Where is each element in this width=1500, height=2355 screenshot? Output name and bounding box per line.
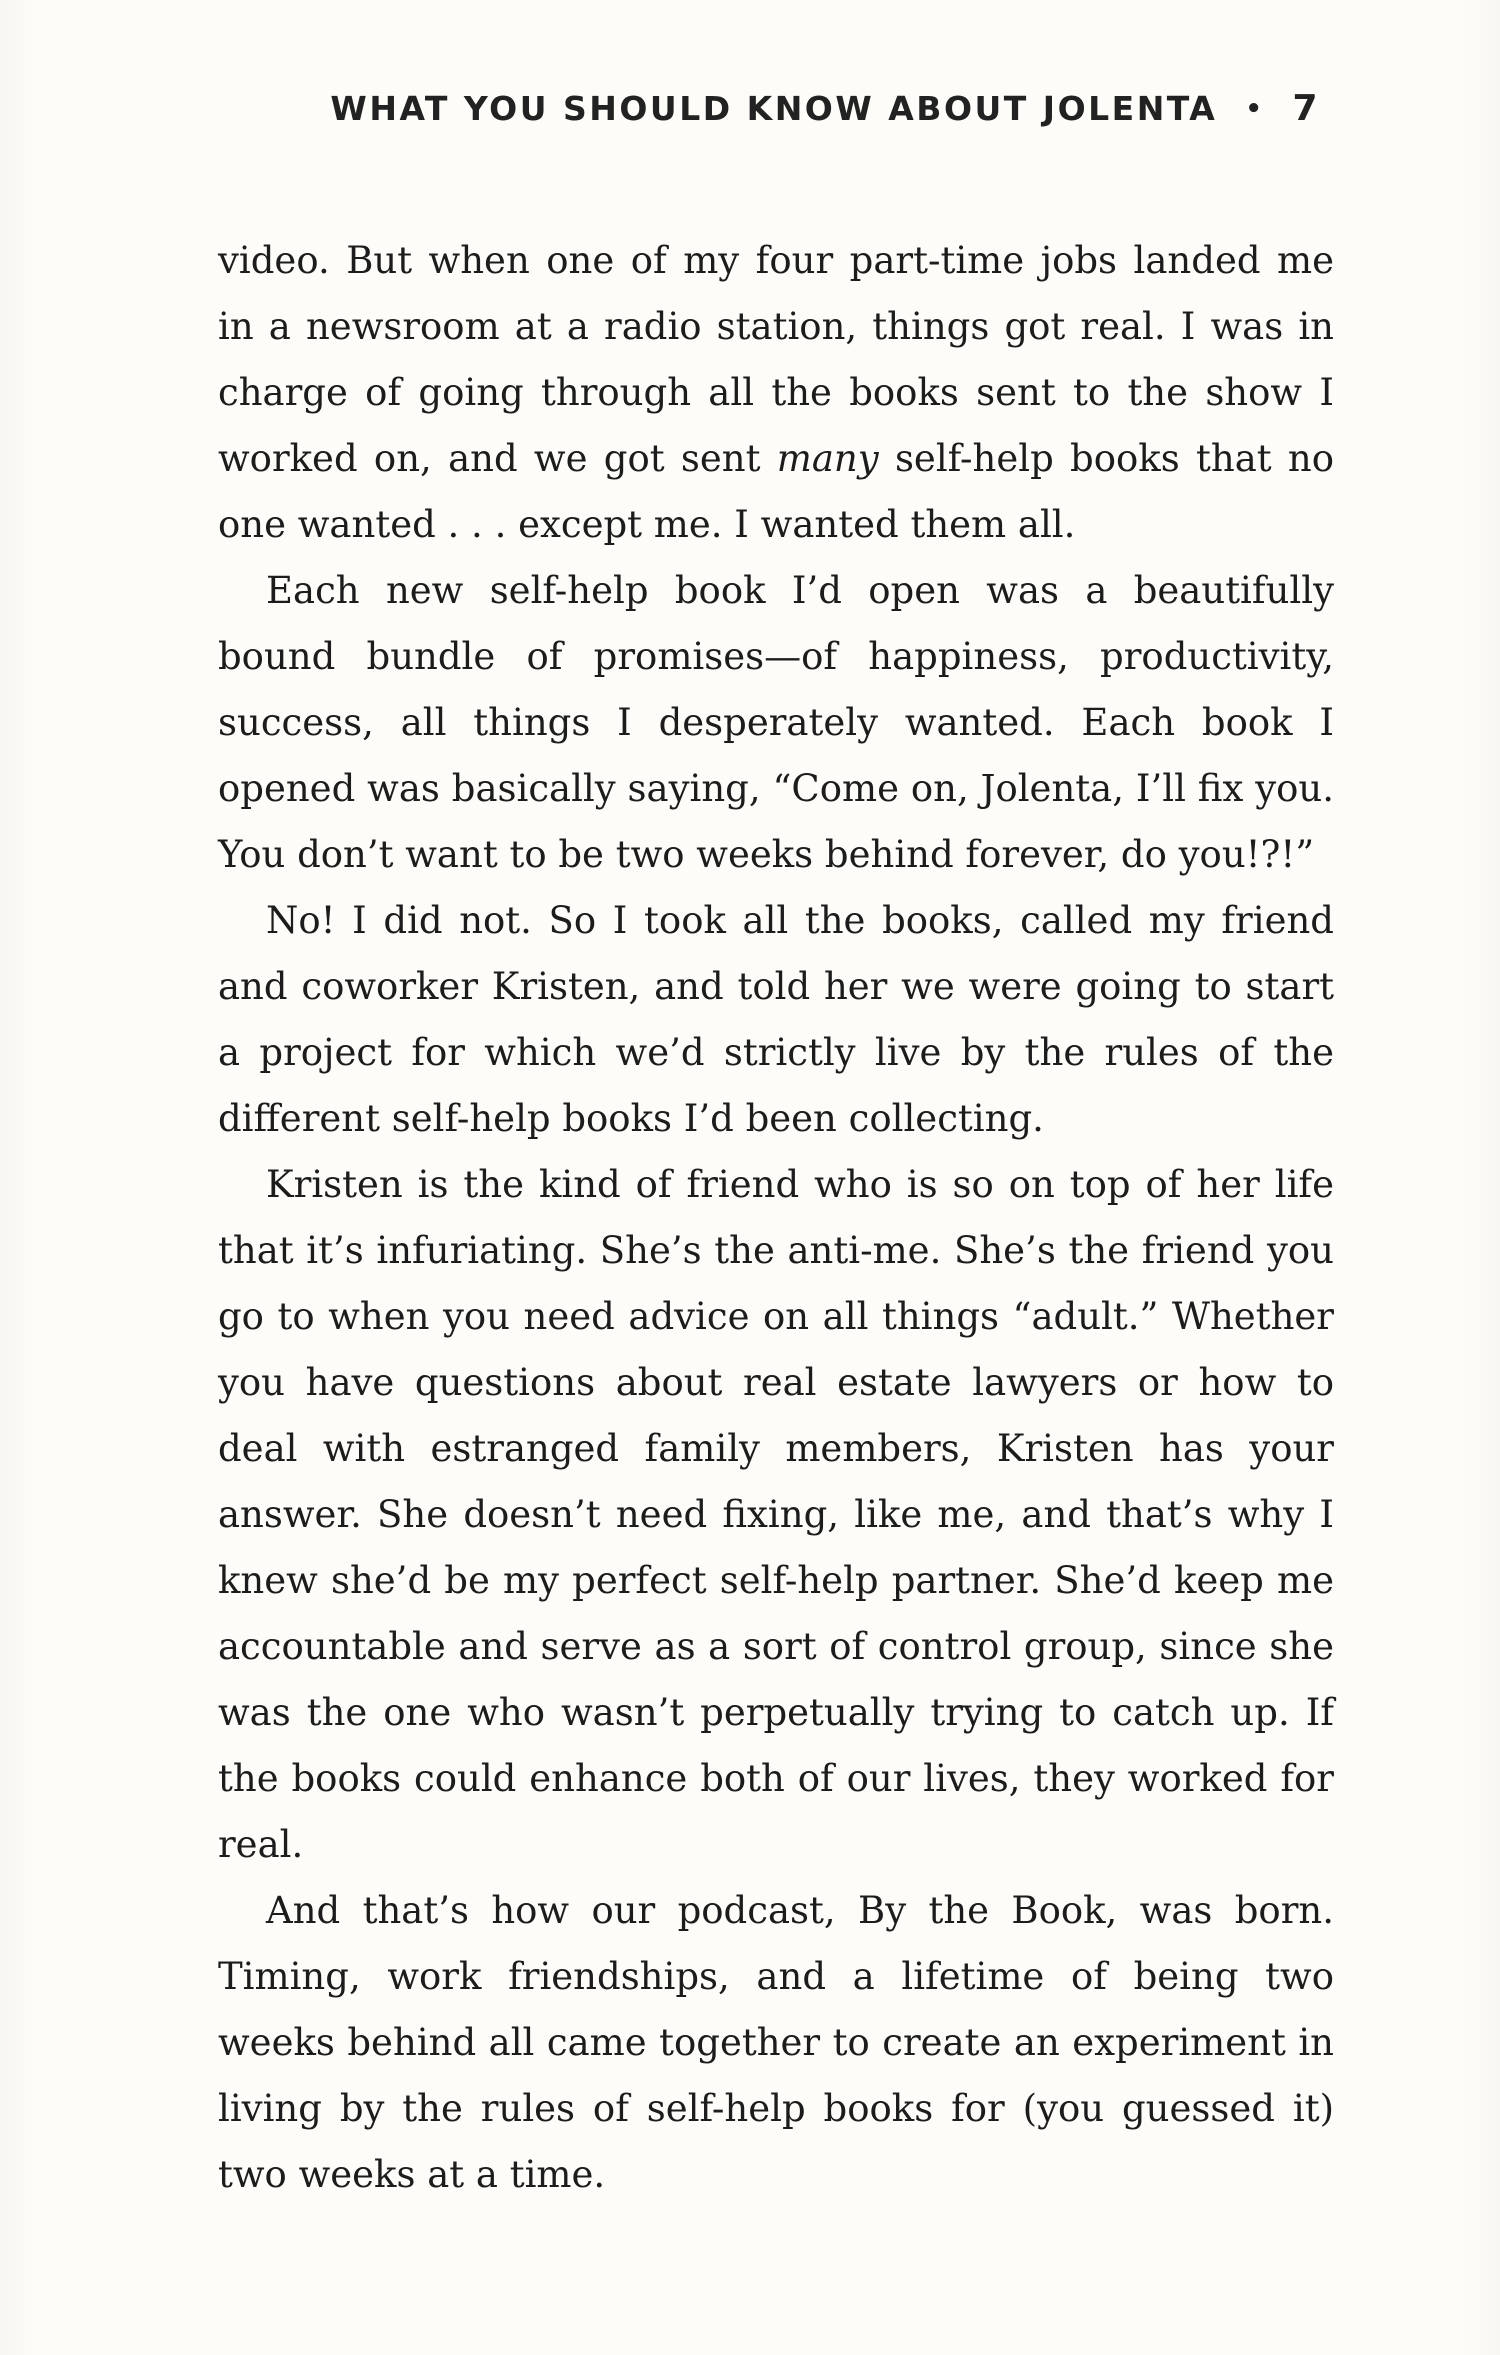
- chapter-title: WHAT YOU SHOULD KNOW ABOUT JOLENTA: [330, 89, 1218, 128]
- paragraph-5: And that’s how our podcast, By the Book, was born. Timing, work friendships, and a lifetime of being two weeks behind all came together to create an experiment in living by the rules of self-help books for (you guessed it) two weeks at a time.: [218, 1889, 1334, 2196]
- paragraph-4: Kristen is the kind of friend who is so on top of her life that it’s infuriating. She’s the anti-me. She’s the friend you go to when you need advice on all things “adult.” Whether you have questions about real estate lawyers or how to deal with estranged family members, Kristen has your answer. She doesn’t need fixing, like me, and that’s why I knew she’d be my perfect self-help partner. She’d keep me accountable and serve as a sort of control group, since she was the one who wasn’t perpetually trying to catch up. If the books could enhance both of our lives, they worked for real.: [218, 1163, 1334, 1866]
- paragraph-1-emphasis: many: [776, 437, 879, 480]
- paragraph-3: No! I did not. So I took all the books, called my friend and coworker Kristen, and told her we were going to start a project for which we’d strictly live by the rules of the different self-help books I’d been collecting.: [218, 899, 1334, 1140]
- running-head: [330, 88, 1320, 129]
- paragraph-1-text-a: video. But when one of my four part-time jobs landed me in a newsroom at a radio station, things got real. I was in charge of going through all the books sent to the show I worked on, and we got sent: [218, 239, 1334, 480]
- paragraph-1-text-b: self-help books that no one wanted . . . except me. I wanted them all.: [218, 437, 1335, 546]
- paragraph-2: Each new self-help book I’d open was a beautifully bound bundle of promises—of happiness, productivity, success, all things I desperately wanted. Each book I opened was basically saying, “Come on, Jolenta, I’ll fix you. You don’t want to be two weeks behind forever, do you!?!”: [218, 569, 1334, 876]
- body-text: [218, 228, 1334, 2208]
- page-number: 7: [1292, 88, 1320, 129]
- header-separator: •: [1245, 94, 1265, 124]
- paragraph-1: [218, 228, 1334, 558]
